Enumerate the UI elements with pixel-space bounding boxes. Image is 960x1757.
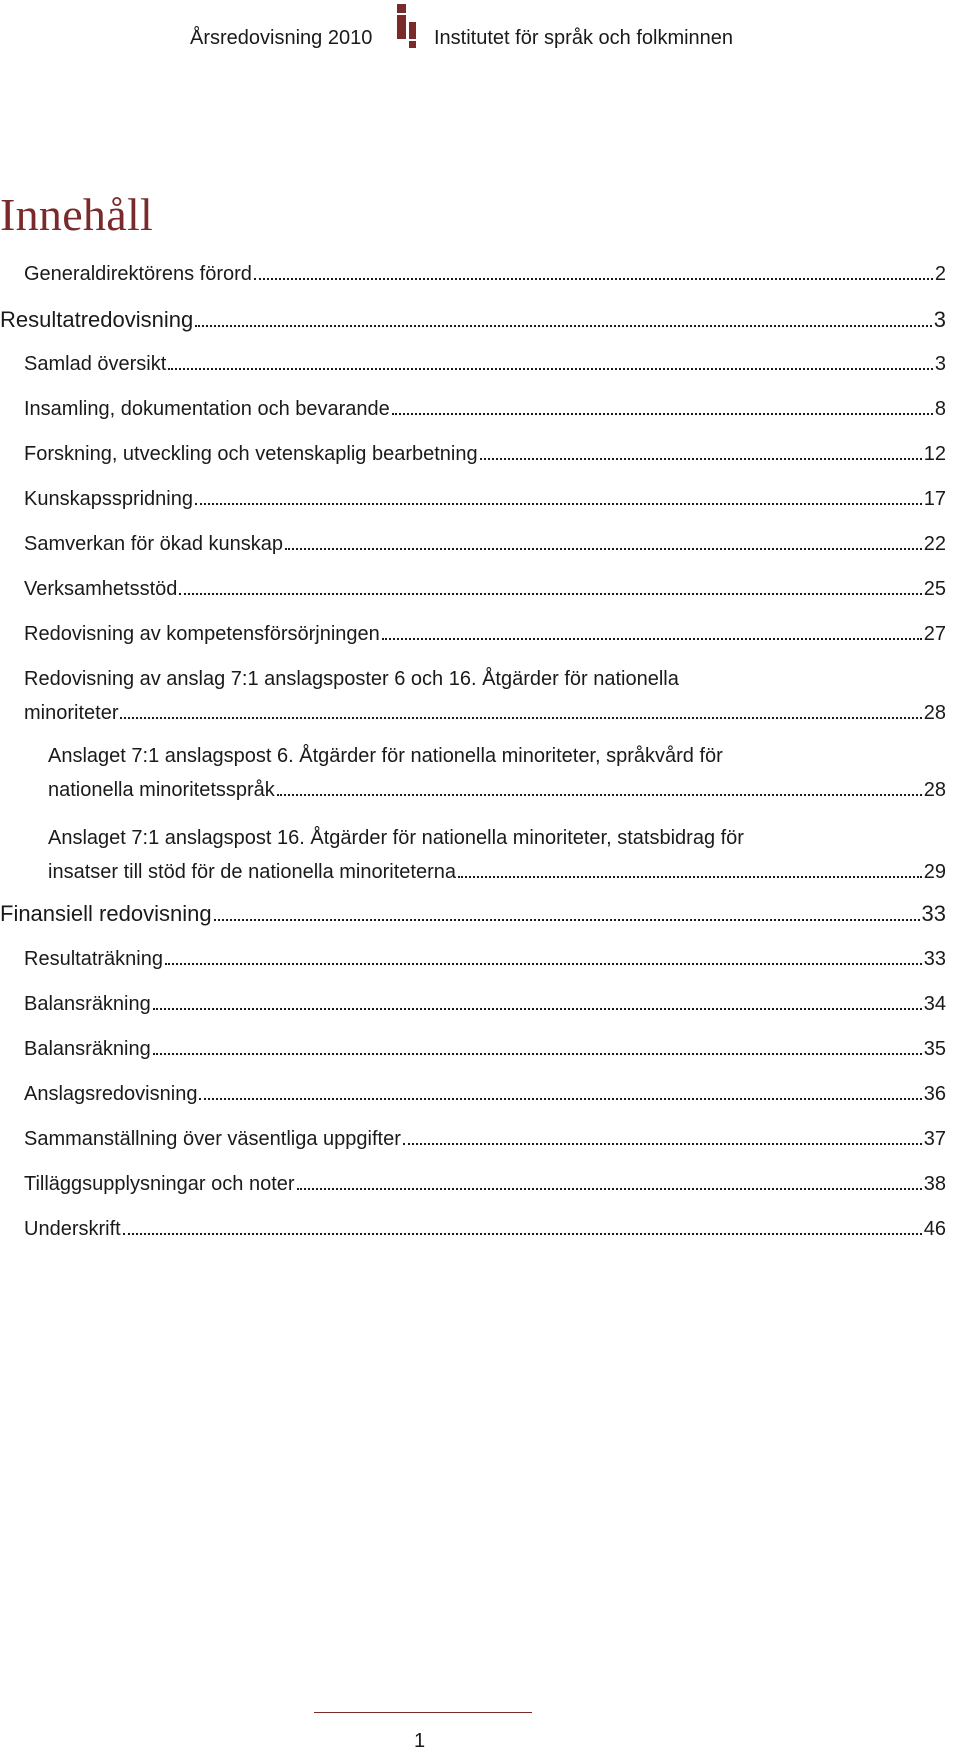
toc-entry-page: 46 xyxy=(923,1218,946,1240)
toc-entry-page: 33 xyxy=(923,948,946,970)
toc-entry-page: 37 xyxy=(923,1128,946,1150)
toc-entry[interactable] xyxy=(24,438,946,470)
toc-leader-dots xyxy=(165,963,922,965)
toc-leader-dots xyxy=(179,593,921,595)
toc-entry-text: Anslagsredovisning xyxy=(24,1083,198,1105)
footer-divider xyxy=(314,1712,532,1713)
toc-entry[interactable] xyxy=(24,1078,946,1110)
toc-entry-page: 38 xyxy=(923,1173,946,1195)
toc-leader-dots xyxy=(285,548,922,550)
toc-entry[interactable] xyxy=(24,393,946,425)
toc-entry[interactable] xyxy=(0,898,946,930)
toc-entry-page: 29 xyxy=(923,861,946,883)
toc-entry[interactable] xyxy=(24,258,946,290)
toc-entry-page: 36 xyxy=(923,1083,946,1105)
toc-entry-text-line1: Anslaget 7:1 anslagspost 16. Åtgärder för nationella minoriteter, statsbidrag för xyxy=(48,827,744,849)
page-number: 1 xyxy=(414,1730,426,1752)
toc-entry-text: Generaldirektörens förord xyxy=(24,263,252,285)
toc-entry-text: Samverkan för ökad kunskap xyxy=(24,533,284,555)
header-report-title: Årsredovisning 2010 xyxy=(190,27,373,49)
toc-title: Innehåll xyxy=(0,189,154,240)
toc-entry-text-line1: Anslaget 7:1 anslagspost 6. Åtgärder för nationella minoriteter, språkvård för xyxy=(48,745,723,767)
toc-entry-text: Redovisning av kompetensförsörjningen xyxy=(24,623,380,645)
toc-entry[interactable] xyxy=(24,1033,946,1065)
toc-entry-page: 17 xyxy=(923,488,946,510)
toc-leader-dots xyxy=(403,1143,922,1145)
toc-entry[interactable] xyxy=(24,573,946,605)
toc-entry-text: Sammanställning över väsentliga uppgifter xyxy=(24,1128,401,1150)
toc-entry-page: 22 xyxy=(923,533,946,555)
toc-leader-dots xyxy=(458,876,922,878)
toc-entry-page: 25 xyxy=(923,578,946,600)
toc-leader-dots xyxy=(195,325,932,327)
toc-leader-dots xyxy=(480,458,922,460)
toc-leader-dots xyxy=(214,919,920,921)
toc-entry[interactable] xyxy=(48,740,946,806)
toc-entry-text: Tilläggsupplysningar och noter xyxy=(24,1173,295,1195)
toc-entry-page: 3 xyxy=(934,353,946,375)
toc-entry[interactable] xyxy=(48,822,946,888)
toc-entry-text: Resultaträkning xyxy=(24,948,163,970)
toc-leader-dots xyxy=(168,368,933,370)
toc-entry[interactable] xyxy=(24,1123,946,1155)
toc-entry-text: Forskning, utveckling och vetenskaplig bearbetning xyxy=(24,443,478,465)
toc-entry-page: 33 xyxy=(921,901,946,926)
toc-entry-text: Samlad översikt xyxy=(24,353,167,375)
toc-entry[interactable] xyxy=(24,348,946,380)
toc-leader-dots xyxy=(199,1098,921,1100)
toc-entry[interactable] xyxy=(24,483,946,515)
toc-leader-dots xyxy=(123,1233,922,1235)
toc-entry-text: minoriteter xyxy=(24,702,119,724)
toc-entry-text: nationella minoritetsspråk xyxy=(48,779,275,801)
toc-entry-page: 28 xyxy=(923,779,946,801)
toc-entry[interactable] xyxy=(24,1168,946,1200)
toc-entry[interactable] xyxy=(24,528,946,560)
toc-entry-text: Verksamhetsstöd xyxy=(24,578,178,600)
toc-entry-text: Balansräkning xyxy=(24,1038,151,1060)
toc-leader-dots xyxy=(153,1053,922,1055)
toc-entry-text: Resultatredovisning xyxy=(0,307,194,332)
toc-entry-page: 8 xyxy=(934,398,946,420)
toc-entry-text: insatser till stöd för de nationella minoriteterna xyxy=(48,861,456,883)
toc-entry-page: 34 xyxy=(923,993,946,1015)
toc-leader-dots xyxy=(120,717,921,719)
institute-logo-icon xyxy=(393,4,421,48)
toc-leader-dots xyxy=(254,278,933,280)
header-institute-name: Institutet för språk och folkminnen xyxy=(434,27,734,49)
toc-leader-dots xyxy=(277,794,922,796)
toc-leader-dots xyxy=(297,1188,922,1190)
toc-leader-dots xyxy=(382,638,922,640)
toc-entry[interactable] xyxy=(24,663,946,729)
toc-leader-dots xyxy=(153,1008,922,1010)
toc-entry-text: Balansräkning xyxy=(24,993,151,1015)
toc-entry-text: Insamling, dokumentation och bevarande xyxy=(24,398,390,420)
toc-leader-dots xyxy=(195,503,922,505)
toc-entry-text: Kunskapsspridning xyxy=(24,488,193,510)
toc-entry-page: 27 xyxy=(923,623,946,645)
toc-entry[interactable] xyxy=(24,618,946,650)
toc-entry-page: 3 xyxy=(933,307,946,332)
toc-entry-page: 2 xyxy=(934,263,946,285)
page-header xyxy=(0,0,960,60)
toc-entry[interactable] xyxy=(24,1213,946,1245)
toc-entry-text: Finansiell redovisning xyxy=(0,901,212,926)
toc-entry[interactable] xyxy=(0,304,946,336)
toc-entry-text: Underskrift xyxy=(24,1218,121,1240)
toc-entry[interactable] xyxy=(24,943,946,975)
toc-entry-text-line1: Redovisning av anslag 7:1 anslagsposter 6 och 16. Åtgärder för nationella xyxy=(24,668,679,690)
toc-entry[interactable] xyxy=(24,988,946,1020)
toc-entry-page: 35 xyxy=(923,1038,946,1060)
toc-entry-page: 12 xyxy=(923,443,946,465)
toc-entry-page: 28 xyxy=(923,702,946,724)
toc-leader-dots xyxy=(392,413,933,415)
